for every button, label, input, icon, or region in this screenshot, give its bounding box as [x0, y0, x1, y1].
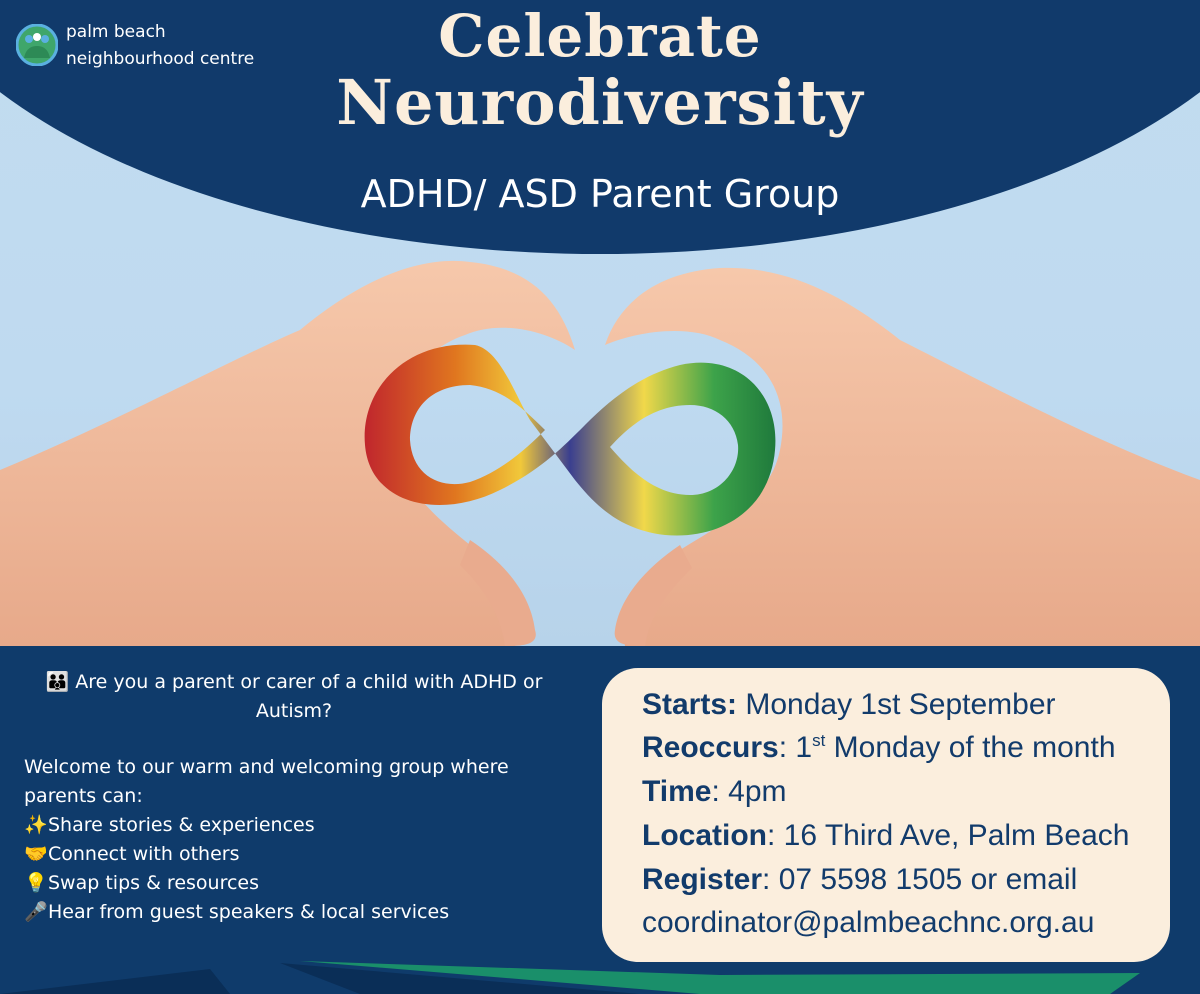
benefit-item [24, 811, 564, 840]
microphone-icon: 🎤 [24, 901, 48, 923]
benefit-item [24, 898, 564, 927]
benefit-text: Share stories & experiences [48, 814, 315, 836]
register-row [642, 863, 1077, 897]
title-line-2: Neurodiversity [336, 66, 864, 139]
handshake-icon: 🤝 [24, 843, 48, 865]
intro-text [24, 668, 564, 927]
time-value: : 4pm [711, 775, 787, 808]
register-value: : 07 5598 1505 or email [762, 863, 1078, 896]
benefit-text: Connect with others [48, 843, 240, 865]
intro-question: 👪 Are you a parent or carer of a child with ADHD or Autism? [45, 671, 543, 722]
reoccurs-sup: st [812, 731, 826, 750]
benefit-item [24, 869, 564, 898]
welcome-text: Welcome to our warm and welcoming group where parents can: [24, 756, 509, 807]
starts-value: Monday 1st September [737, 688, 1056, 721]
title-line-1: Celebrate [438, 2, 762, 70]
location-label: Location [642, 819, 767, 852]
register-label: Register [642, 863, 763, 896]
time-label: Time [642, 775, 712, 808]
subtitle: ADHD/ ASD Parent Group [360, 172, 840, 216]
decorative-stripes [0, 955, 1200, 994]
sparkles-icon: ✨ [24, 814, 48, 836]
event-details-card [602, 668, 1170, 962]
reoccurs-label: Reoccurs [642, 731, 779, 764]
reoccurs-row [642, 731, 1116, 765]
benefit-item [24, 840, 564, 869]
org-name-line-1: palm beach [66, 22, 166, 42]
starts-label: Starts: [642, 688, 738, 721]
location-row [642, 819, 1129, 853]
org-name-line-2: neighbourhood centre [66, 49, 255, 69]
reoccurs-prefix: : 1 [778, 731, 813, 764]
right-hand [605, 268, 1200, 646]
lightbulb-icon: 💡 [24, 872, 48, 894]
time-row [642, 775, 787, 809]
benefit-text: Hear from guest speakers & local services [48, 901, 450, 923]
starts-row [642, 688, 1056, 722]
email-link[interactable]: coordinator@palmbeachnc.org.au [642, 906, 1095, 939]
benefit-text: Swap tips & resources [48, 872, 260, 894]
reoccurs-value: Monday of the month [825, 731, 1116, 764]
location-value: : 16 Third Ave, Palm Beach [767, 819, 1130, 852]
